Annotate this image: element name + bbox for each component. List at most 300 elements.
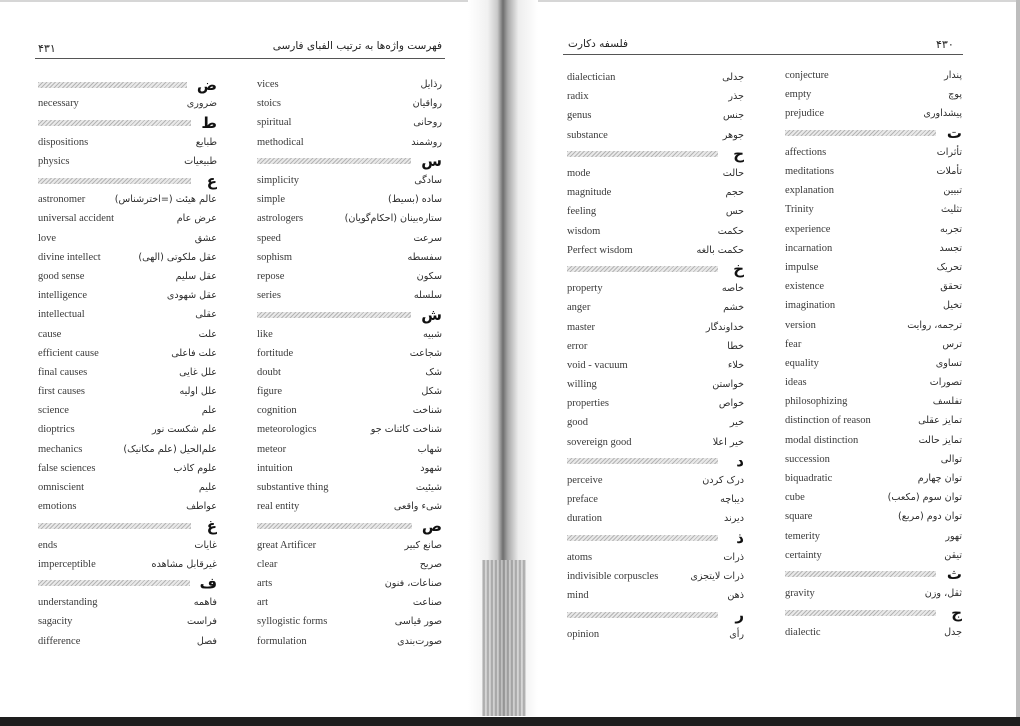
section-letter: د <box>736 452 744 471</box>
persian-term: خیر اعلا <box>712 436 744 448</box>
glossary-entry <box>785 104 962 123</box>
english-term: ideas <box>785 377 807 389</box>
section-letter: ر <box>735 605 744 624</box>
persian-term: علم شکست نور <box>152 424 217 436</box>
english-term: difference <box>38 635 81 647</box>
glossary-entry <box>38 344 217 363</box>
persian-term: عقل شهودی <box>166 290 217 302</box>
english-term: syllogistic forms <box>257 616 328 628</box>
glossary-entry <box>38 248 217 267</box>
right-page-column-2 <box>785 66 962 642</box>
persian-term: پندار <box>944 70 962 82</box>
english-term: fear <box>785 338 802 350</box>
english-term: methodical <box>257 136 304 148</box>
glossary-entry <box>567 298 744 317</box>
english-term: good sense <box>38 270 85 282</box>
glossary-entry <box>567 202 744 221</box>
glossary-entry <box>257 536 442 555</box>
persian-term: صناعات، فنون <box>384 577 442 589</box>
glossary-entry <box>38 478 217 497</box>
english-term: omniscient <box>38 482 85 494</box>
english-term: cube <box>785 492 805 504</box>
section-header <box>785 603 962 622</box>
english-term: doubt <box>257 366 281 378</box>
english-term: intellectual <box>38 309 85 321</box>
glossary-entry <box>257 229 442 248</box>
glossary-entry <box>38 420 217 439</box>
persian-term: خاصه <box>721 283 744 295</box>
persian-term: عقلی <box>195 309 217 321</box>
persian-term: جدل <box>944 626 962 638</box>
section-divider <box>785 571 936 577</box>
glossary-entry <box>567 433 744 452</box>
persian-term: تأثرات <box>936 146 962 158</box>
glossary-entry <box>785 66 962 85</box>
english-term: perceive <box>567 475 603 487</box>
glossary-entry <box>785 527 962 546</box>
section-divider <box>38 580 190 586</box>
english-term: intelligence <box>38 290 87 302</box>
english-term: mechanics <box>38 443 83 455</box>
persian-term: شک <box>425 366 442 378</box>
section-divider <box>567 151 718 157</box>
persian-term: دیرند <box>724 513 744 525</box>
glossary-entry <box>567 471 744 490</box>
english-term: formulation <box>257 635 307 647</box>
persian-term: عشق <box>194 232 217 244</box>
glossary-entry <box>785 546 962 565</box>
glossary-entry <box>567 317 744 336</box>
english-term: divine intellect <box>38 251 101 263</box>
english-term: real entity <box>257 501 300 513</box>
scan-bottom-edge <box>0 717 1020 726</box>
persian-term: روحانی <box>413 117 442 129</box>
glossary-entry <box>567 413 744 432</box>
glossary-entry <box>257 612 442 631</box>
glossary-entry <box>257 574 442 593</box>
section-header <box>38 171 217 190</box>
glossary-entry <box>257 631 442 650</box>
persian-term: تخیل <box>942 300 962 312</box>
glossary-entry <box>38 459 217 478</box>
english-term: necessary <box>38 98 79 110</box>
english-term: opinion <box>567 628 600 640</box>
english-term: dialectician <box>567 72 616 84</box>
persian-term: تفلسف <box>932 396 962 408</box>
section-letter: ذ <box>736 529 744 548</box>
english-term: existence <box>785 281 825 293</box>
section-letter: ع <box>206 171 217 190</box>
persian-term: رذایل <box>420 79 442 91</box>
left-page-column-1 <box>38 75 217 651</box>
english-term: stoics <box>257 98 281 110</box>
persian-term: علم <box>201 405 217 417</box>
english-term: wisdom <box>567 225 601 237</box>
english-term: repose <box>257 270 285 282</box>
english-term: duration <box>567 513 602 525</box>
section-letter: ف <box>199 574 217 593</box>
right-page-number: ۴۳۰ <box>936 38 954 51</box>
glossary-entry <box>257 344 442 363</box>
glossary-entry <box>785 584 962 603</box>
english-term: anger <box>567 302 591 314</box>
persian-term: فصل <box>196 635 217 647</box>
section-header <box>567 605 744 624</box>
right-running-head: فلسفه دکارت <box>568 38 628 50</box>
persian-term: صناعت <box>412 597 442 609</box>
glossary-entry <box>785 622 962 641</box>
english-term: physics <box>38 155 70 167</box>
glossary-entry <box>567 279 744 298</box>
persian-term: سفسطه <box>407 251 442 263</box>
persian-term: رأی <box>729 628 744 640</box>
glossary-entry <box>567 490 744 509</box>
english-term: like <box>257 328 273 340</box>
english-term: spiritual <box>257 117 292 129</box>
persian-term: غیرقابل مشاهده <box>151 558 217 570</box>
persian-term: دیباچه <box>720 494 744 506</box>
english-term: philosophizing <box>785 396 848 408</box>
glossary-entry <box>785 354 962 373</box>
english-term: magnitude <box>567 187 612 199</box>
persian-term: توان دوم (مربع) <box>898 511 962 523</box>
persian-term: شبیه <box>423 328 442 340</box>
english-term: cognition <box>257 405 297 417</box>
persian-term: ذهن <box>727 590 744 602</box>
glossary-entry <box>257 363 442 382</box>
persian-term: پوچ <box>948 89 962 101</box>
section-letter: س <box>421 152 442 171</box>
glossary-entry <box>567 183 744 202</box>
persian-term: تیقن <box>944 549 962 561</box>
english-term: substantive thing <box>257 482 329 494</box>
english-term: good <box>567 417 588 429</box>
glossary-entry <box>785 431 962 450</box>
english-term: science <box>38 405 69 417</box>
persian-term: توالی <box>940 453 962 465</box>
glossary-entry <box>785 335 962 354</box>
english-term: ends <box>38 539 58 551</box>
english-term: modal distinction <box>785 434 859 446</box>
persian-term: تهور <box>945 530 962 542</box>
english-term: emotions <box>38 501 77 513</box>
section-letter: غ <box>206 516 217 535</box>
english-term: biquadratic <box>785 473 833 485</box>
glossary-entry <box>567 586 744 605</box>
english-term: experience <box>785 223 831 235</box>
persian-term: علم‌الحیل (علم مکانیک) <box>123 443 217 455</box>
english-term: simplicity <box>257 175 299 187</box>
persian-term: عقل ملکوتی (الهی) <box>138 251 217 263</box>
section-header <box>567 452 744 471</box>
glossary-entry <box>257 133 442 152</box>
glossary-entry <box>567 241 744 260</box>
persian-term: شهاب <box>417 443 442 455</box>
english-term: fortitude <box>257 347 294 359</box>
section-letter: ص <box>421 516 442 535</box>
english-term: great Artificer <box>257 539 317 551</box>
persian-term: جدلی <box>722 72 744 84</box>
glossary-entry <box>38 440 217 459</box>
persian-term: تبیین <box>943 185 962 197</box>
persian-term: روشمند <box>411 136 442 148</box>
glossary-entry <box>785 392 962 411</box>
persian-term: خواستن <box>712 379 744 391</box>
glossary-entry <box>785 181 962 200</box>
glossary-entry <box>257 113 442 132</box>
section-letter: خ <box>733 260 744 279</box>
persian-term: درک کردن <box>702 475 744 487</box>
english-term: Perfect wisdom <box>567 244 633 256</box>
persian-term: حکمت <box>717 225 744 237</box>
persian-term: علل غایی <box>179 366 217 378</box>
english-term: indivisible corpuscles <box>567 570 659 582</box>
persian-term: خطا <box>727 340 744 352</box>
english-term: dialectic <box>785 626 821 638</box>
section-divider <box>38 120 191 126</box>
section-divider <box>567 458 718 464</box>
persian-term: تجسد <box>939 242 962 254</box>
english-term: mode <box>567 168 591 180</box>
section-header <box>257 516 442 535</box>
section-header <box>38 75 217 94</box>
section-letter: ط <box>201 113 217 132</box>
english-term: temerity <box>785 530 820 542</box>
english-term: cause <box>38 328 62 340</box>
glossary-entry <box>38 286 217 305</box>
persian-term: صریح <box>419 558 442 570</box>
persian-term: خشم <box>723 302 744 314</box>
persian-term: خواص <box>718 398 744 410</box>
english-term: version <box>785 319 816 331</box>
persian-term: جنس <box>722 110 744 122</box>
english-term: understanding <box>38 597 98 609</box>
persian-term: رواقیان <box>412 98 442 110</box>
glossary-entry <box>567 222 744 241</box>
english-term: explanation <box>785 185 834 197</box>
section-header <box>38 113 217 132</box>
glossary-entry <box>257 478 442 497</box>
persian-term: تساوی <box>935 357 962 369</box>
glossary-entry <box>785 162 962 181</box>
glossary-entry <box>785 296 962 315</box>
persian-term: پیشداوری <box>923 108 962 120</box>
english-term: gravity <box>785 588 815 600</box>
section-letter: ح <box>733 145 744 164</box>
persian-term: علت فاعلی <box>171 347 217 359</box>
english-term: universal accident <box>38 213 115 225</box>
english-term: radix <box>567 91 589 103</box>
english-term: prejudice <box>785 108 825 120</box>
section-letter: ت <box>946 124 962 143</box>
section-header <box>257 305 442 324</box>
english-term: first causes <box>38 386 85 398</box>
persian-term: تثلیث <box>940 204 962 216</box>
left-header-rule <box>35 58 445 59</box>
glossary-entry <box>257 267 442 286</box>
section-letter: ث <box>946 565 962 584</box>
english-term: meteorologics <box>257 424 317 436</box>
english-term: property <box>567 283 603 295</box>
persian-term: حالت <box>722 168 744 180</box>
persian-term: تأملات <box>936 166 962 178</box>
section-divider <box>257 523 412 529</box>
glossary-entry <box>785 85 962 104</box>
section-divider <box>567 612 718 618</box>
glossary-entry <box>38 363 217 382</box>
persian-term: سکون <box>416 270 442 282</box>
english-term: substance <box>567 129 608 141</box>
persian-term: عالم هیئت (=اخترشناس) <box>114 194 217 206</box>
section-letter: ش <box>421 305 442 324</box>
glossary-entry <box>567 548 744 567</box>
persian-term: ثقل، وزن <box>924 588 962 600</box>
glossary-entry <box>567 624 744 643</box>
glossary-entry <box>38 267 217 286</box>
english-term: arts <box>257 577 273 589</box>
section-header <box>257 152 442 171</box>
persian-term: ترجمه، روایت <box>907 319 962 331</box>
glossary-entry <box>785 411 962 430</box>
persian-term: صورت‌بندی <box>397 635 442 647</box>
section-letter: ج <box>951 603 962 622</box>
glossary-entry <box>257 209 442 228</box>
english-term: false sciences <box>38 462 96 474</box>
persian-term: شجاعت <box>409 347 442 359</box>
english-term: equality <box>785 357 819 369</box>
persian-term: فاهمه <box>193 597 217 609</box>
english-term: clear <box>257 558 278 570</box>
persian-term: شکل <box>421 386 442 398</box>
glossary-entry <box>567 126 744 145</box>
persian-term: تجربه <box>940 223 962 235</box>
persian-term: تمایز حالت <box>918 434 962 446</box>
persian-term: تحقق <box>940 281 962 293</box>
section-header <box>567 260 744 279</box>
glossary-entry <box>257 555 442 574</box>
glossary-entry <box>567 87 744 106</box>
left-page-column-2 <box>257 75 442 651</box>
english-term: efficient cause <box>38 347 99 359</box>
english-term: sagacity <box>38 616 73 628</box>
glossary-entry <box>38 382 217 401</box>
glossary-entry <box>785 239 962 258</box>
glossary-entry <box>38 209 217 228</box>
english-term: error <box>567 340 588 352</box>
glossary-entry <box>567 567 744 586</box>
persian-term: شیئیت <box>415 482 442 494</box>
glossary-entry <box>38 133 217 152</box>
persian-term: حجم <box>725 187 744 199</box>
right-header-rule <box>563 54 963 55</box>
glossary-entry <box>257 75 442 94</box>
glossary-entry <box>38 305 217 324</box>
english-term: final causes <box>38 366 88 378</box>
persian-term: ذرات <box>723 551 744 563</box>
persian-term: سلسله <box>413 290 442 302</box>
persian-term: فراست <box>186 616 217 628</box>
english-term: meteor <box>257 443 287 455</box>
english-term: astrologers <box>257 213 304 225</box>
section-header <box>567 529 744 548</box>
glossary-entry <box>257 94 442 113</box>
glossary-entry <box>785 220 962 239</box>
glossary-entry <box>567 337 744 356</box>
glossary-entry <box>257 459 442 478</box>
glossary-entry <box>785 315 962 334</box>
glossary-entry <box>38 593 217 612</box>
glossary-entry <box>257 171 442 190</box>
glossary-entry <box>38 152 217 171</box>
persian-term: شناخت کائنات جو <box>370 424 442 436</box>
persian-term: عرض عام <box>176 213 217 225</box>
english-term: master <box>567 321 595 333</box>
persian-term: علوم کاذب <box>173 462 217 474</box>
glossary-entry <box>257 286 442 305</box>
persian-term: تصورات <box>929 377 962 389</box>
persian-term: ستاره‌بینان (احکام‌گویان) <box>344 213 442 225</box>
persian-term: جوهر <box>722 129 744 141</box>
persian-term: ضروری <box>186 98 217 110</box>
section-divider <box>38 82 187 88</box>
section-divider <box>785 610 936 616</box>
english-term: affections <box>785 146 827 158</box>
persian-term: علل اولیه <box>179 386 217 398</box>
glossary-entry <box>785 200 962 219</box>
glossary-entry <box>38 401 217 420</box>
persian-term: توان سوم (مکعب) <box>887 492 962 504</box>
english-term: astronomer <box>38 194 86 206</box>
english-term: void - vacuum <box>567 359 628 371</box>
glossary-entry <box>38 555 217 574</box>
section-divider <box>38 178 191 184</box>
persian-term: سرعت <box>413 232 442 244</box>
english-term: conjecture <box>785 70 829 82</box>
glossary-entry <box>257 497 442 516</box>
glossary-entry <box>785 277 962 296</box>
glossary-entry <box>567 394 744 413</box>
glossary-entry <box>785 258 962 277</box>
persian-term: جذر <box>728 91 744 103</box>
glossary-entry <box>38 190 217 209</box>
persian-term: شیء واقعی <box>393 501 442 513</box>
english-term: sophism <box>257 251 293 263</box>
english-term: willing <box>567 379 597 391</box>
english-term: meditations <box>785 166 834 178</box>
section-letter: ض <box>196 75 217 94</box>
glossary-entry <box>257 440 442 459</box>
persian-term: صانع کبیر <box>404 539 442 551</box>
english-term: properties <box>567 398 609 410</box>
english-term: figure <box>257 386 283 398</box>
glossary-entry <box>38 612 217 631</box>
english-term: vices <box>257 79 279 91</box>
persian-term: حکمت بالغه <box>696 244 744 256</box>
english-term: art <box>257 597 269 609</box>
persian-term: خیر <box>729 417 744 429</box>
english-term: atoms <box>567 551 593 563</box>
english-term: intuition <box>257 462 293 474</box>
scan-right-edge <box>1016 0 1020 717</box>
glossary-entry <box>785 373 962 392</box>
glossary-entry <box>38 536 217 555</box>
glossary-entry <box>567 68 744 87</box>
english-term: feeling <box>567 206 597 218</box>
english-term: square <box>785 511 813 523</box>
persian-term: حس <box>725 206 744 218</box>
english-term: incarnation <box>785 242 833 254</box>
persian-term: خلاء <box>727 359 744 371</box>
